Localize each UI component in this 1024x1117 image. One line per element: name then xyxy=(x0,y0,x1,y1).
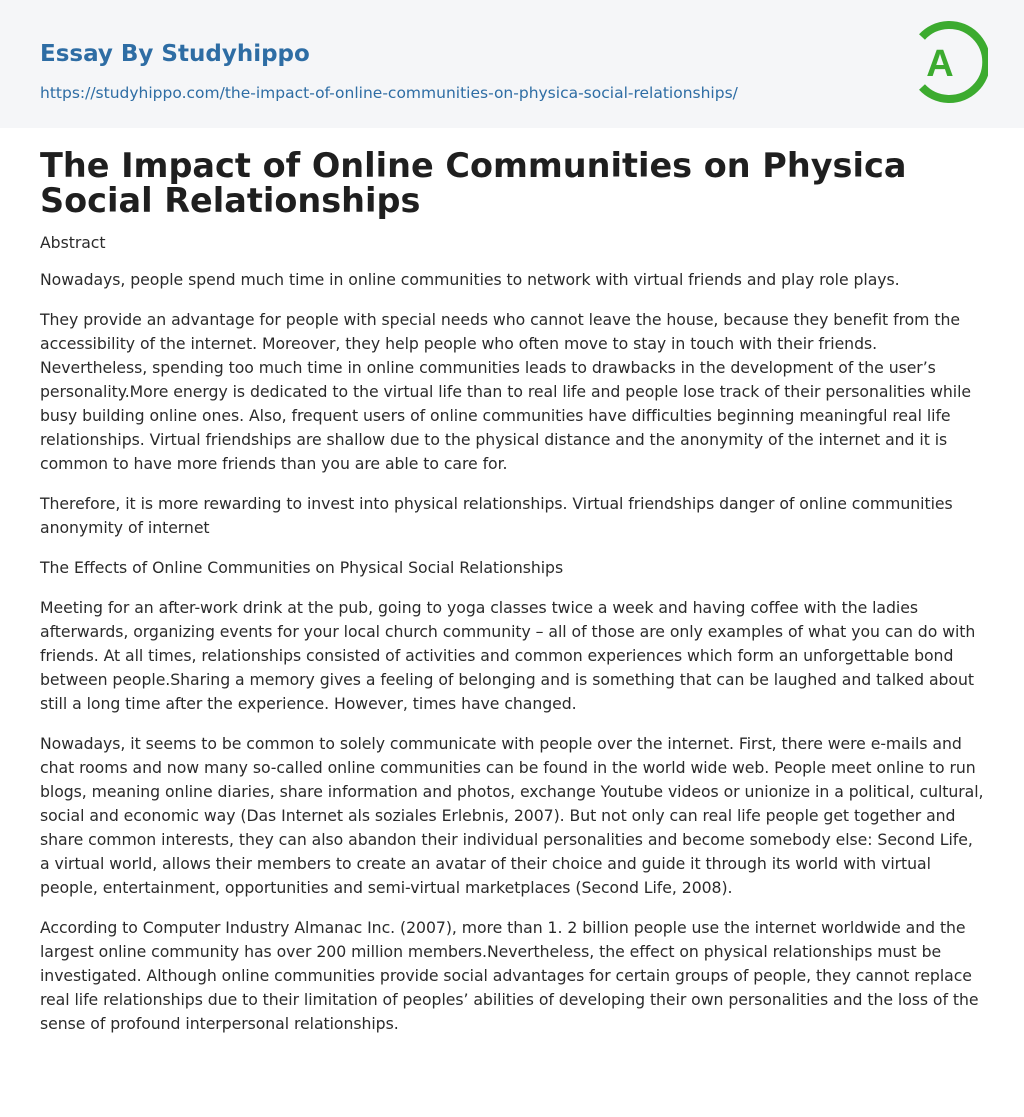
paragraph: Nowadays, it seems to be common to solely communicate with people over the internet. First, there were e-mails and chat rooms and now many so-called online communities can be found in the world wide web. People meet online to run blogs, meaning online diaries, share information and photos, exchange Youtube videos or unionize in a political, cultural, social and economic way (Das Internet als soziales Erlebnis, 2007). But not only can real life people get together and share common interests, they can also abandon their individual personalities and become somebody else: Second Life, a virtual world, allows their members to create an avatar of their choice and guide it through its world with virtual people, entertainment, opportunities and semi-virtual marketplaces (Second Life, 2008). xyxy=(40,734,984,897)
logo-letter: A xyxy=(926,43,954,85)
site-brand[interactable]: Essay By Studyhippo xyxy=(40,41,310,67)
paragraph: Meeting for an after-work drink at the pub, going to yoga classes twice a week and having coffee with the ladies afterwards, organizing events for your local church community – all of those are only examples of what you can do with friends. At all times, relationships consisted of activities and common experiences which form an unforgettable bond between people.Sharing a memory gives a feeling of belonging and is something that can be laughed and talked about still a long time after the experience. However, times have changed. xyxy=(40,598,976,713)
studyhippo-logo-icon[interactable] xyxy=(912,18,988,106)
site-header xyxy=(0,0,1024,128)
section-heading: The Effects of Online Communities on Physical Social Relationships xyxy=(40,558,564,577)
paragraph: Nowadays, people spend much time in online communities to network with virtual friends and play role plays. xyxy=(40,270,900,289)
paragraph: Therefore, it is more rewarding to invest into physical relationships. Virtual friendships danger of online communities anonymity of internet xyxy=(40,494,953,537)
page-url-link[interactable]: https://studyhippo.com/the-impact-of-online-communities-on-physica-social-relationships/ xyxy=(40,84,738,102)
paragraph: They provide an advantage for people with special needs who cannot leave the house, because they benefit from the accessibility of the internet. Moreover, they help people who often move to stay in touch with their friends. Nevertheless, spending too much time in online communities leads to drawbacks in the development of the user’s personality.More energy is dedicated to the virtual life than to real life and people lose track of their personalities while busy building online ones. Also, frequent users of online communities have difficulties beginning meaningful real life relationships. Virtual friendships are shallow due to the physical distance and the anonymity of the internet and it is common to have more friends than you are able to care for. xyxy=(40,310,971,473)
essay-title: The Impact of Online Communities on Physica Social Relationships xyxy=(40,146,907,220)
abstract-heading: Abstract xyxy=(40,233,106,252)
essay-body xyxy=(40,231,986,1052)
paragraph: According to Computer Industry Almanac Inc. (2007), more than 1. 2 billion people use the internet worldwide and the largest online community has over 200 million members.Nevertheless, the effect on physical relationships must be investigated. Although online communities provide social advantages for certain groups of people, they cannot replace real life relationships due to their limitation of peoples’ abilities of developing their own personalities and the loss of the sense of profound interpersonal relationships. xyxy=(40,918,979,1033)
